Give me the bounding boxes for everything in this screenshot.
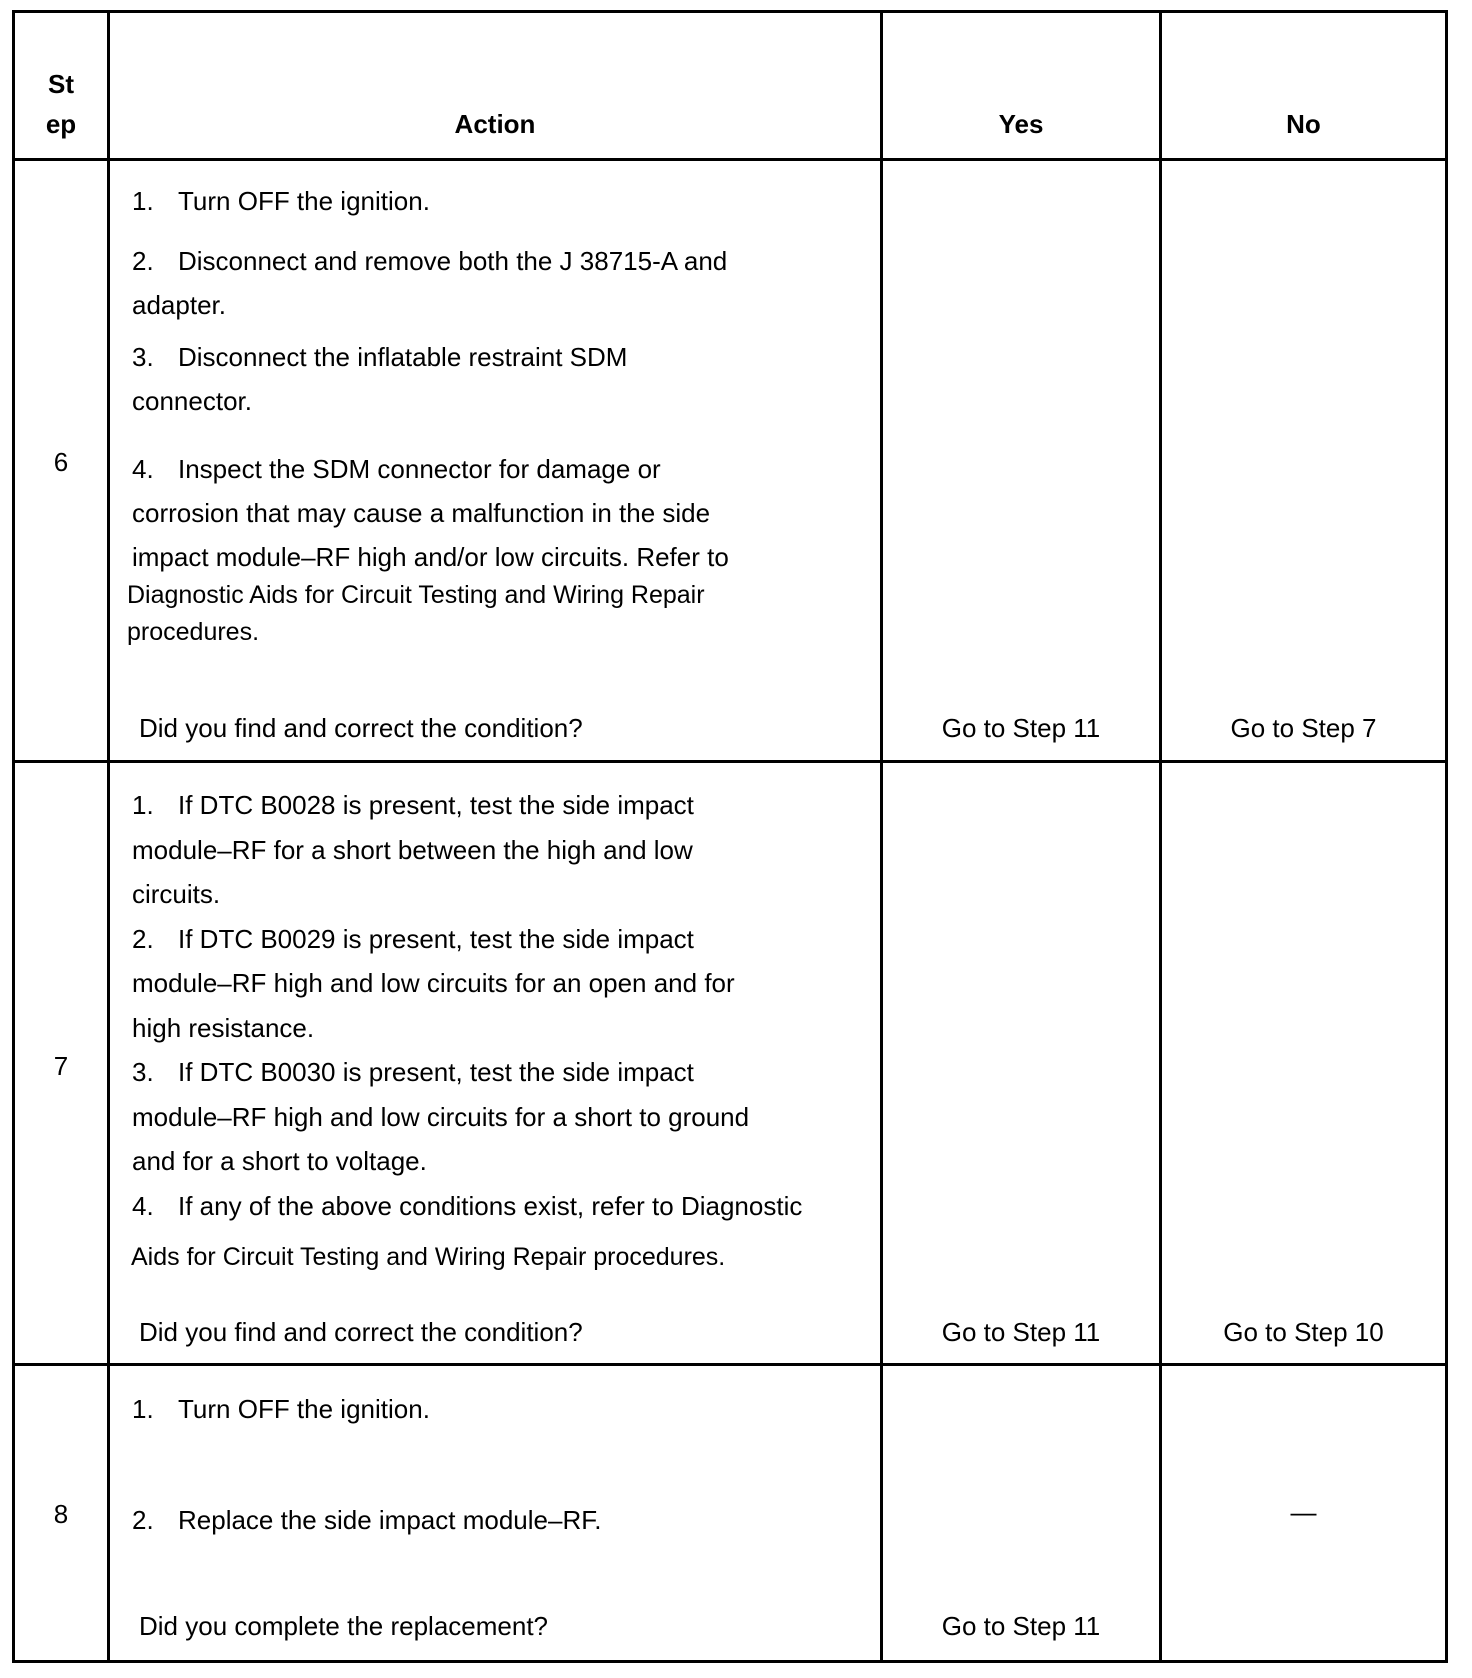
diagnostic-table <box>12 10 1448 1663</box>
item-line: Turn OFF the ignition. <box>178 186 430 216</box>
action-item-continued <box>127 577 705 651</box>
item-line: module–RF high and low circuits for a short to ground <box>132 1101 750 1132</box>
item-number: 1. <box>132 1394 154 1424</box>
question: Did you find and correct the condition? <box>139 713 583 743</box>
header-yes: Yes <box>998 109 1044 139</box>
item-line: If any of the above conditions exist, refer to Diagnostic <box>178 1190 803 1221</box>
header-no: No <box>1286 109 1321 139</box>
item-line: Inspect the SDM connector for damage or <box>178 454 661 484</box>
item-line: impact module–RF high and/or low circuits. Refer to <box>132 542 729 572</box>
action-item-continued <box>131 1239 725 1276</box>
action-item <box>132 179 430 223</box>
item-line: and for a short to voltage. <box>132 1146 427 1176</box>
action-item <box>132 1498 601 1542</box>
header-step-line1: St <box>48 69 74 99</box>
item-line: corrosion that may cause a malfunction in the side <box>132 498 711 528</box>
item-line: circuits. <box>132 879 221 909</box>
action-item <box>132 1387 430 1431</box>
action-item <box>132 447 729 579</box>
column-divider <box>1159 13 1162 1660</box>
item-line: Disconnect and remove both the J 38715-A and <box>178 246 728 276</box>
row-divider <box>15 158 1445 161</box>
item-number: 3. <box>132 342 154 372</box>
item-line: module–RF for a short between the high and low <box>132 834 693 865</box>
item-line: module–RF high and low circuits for an open and for <box>132 968 735 998</box>
item-line: high resistance. <box>132 1012 315 1043</box>
item-line: Aids for Circuit Testing and Wiring Repair procedures. <box>131 1243 726 1271</box>
question: Did you find and correct the condition? <box>139 1317 583 1347</box>
item-number: 2. <box>132 1505 154 1535</box>
row-divider <box>15 760 1445 763</box>
item-line: procedures. <box>127 618 260 646</box>
item-line: Disconnect the inflatable restraint SDM <box>178 342 628 372</box>
no-result: Go to Step 10 <box>1223 1317 1384 1347</box>
column-divider <box>107 13 110 1660</box>
question: Did you complete the replacement? <box>139 1611 549 1641</box>
yes-result: Go to Step 11 <box>941 1611 1101 1641</box>
item-line: Turn OFF the ignition. <box>178 1394 430 1424</box>
item-number: 2. <box>132 923 154 954</box>
yes-result: Go to Step 11 <box>941 713 1101 743</box>
header-step-line2: ep <box>45 109 77 139</box>
item-line: adapter. <box>132 290 226 320</box>
no-result: Go to Step 7 <box>1230 713 1377 743</box>
item-line: If DTC B0029 is present, test the side impact <box>178 923 694 954</box>
action-item <box>132 335 627 423</box>
item-line: If DTC B0028 is present, test the side impact <box>178 790 694 820</box>
step-number: 7 <box>53 1051 69 1081</box>
step-number: 8 <box>53 1499 69 1529</box>
step-number: 6 <box>53 447 69 477</box>
item-line: Replace the side impact module–RF. <box>178 1505 602 1535</box>
yes-result: Go to Step 11 <box>941 1317 1101 1347</box>
item-number: 3. <box>132 1057 154 1087</box>
item-line: If DTC B0030 is present, test the side impact <box>178 1057 694 1087</box>
item-line: connector. <box>132 386 252 416</box>
header-action: Action <box>454 109 536 139</box>
item-number: 4. <box>132 1190 154 1221</box>
item-number: 1. <box>132 790 154 820</box>
item-number: 2. <box>132 246 154 276</box>
item-line: Diagnostic Aids for Circuit Testing and Wiring Repair <box>127 581 705 609</box>
item-number: 4. <box>132 454 154 484</box>
action-item <box>132 239 727 327</box>
item-number: 1. <box>132 186 154 216</box>
column-divider <box>880 13 883 1660</box>
row-divider <box>15 1363 1445 1366</box>
action-item <box>132 783 802 1228</box>
no-result-dash: — <box>1290 1497 1317 1527</box>
